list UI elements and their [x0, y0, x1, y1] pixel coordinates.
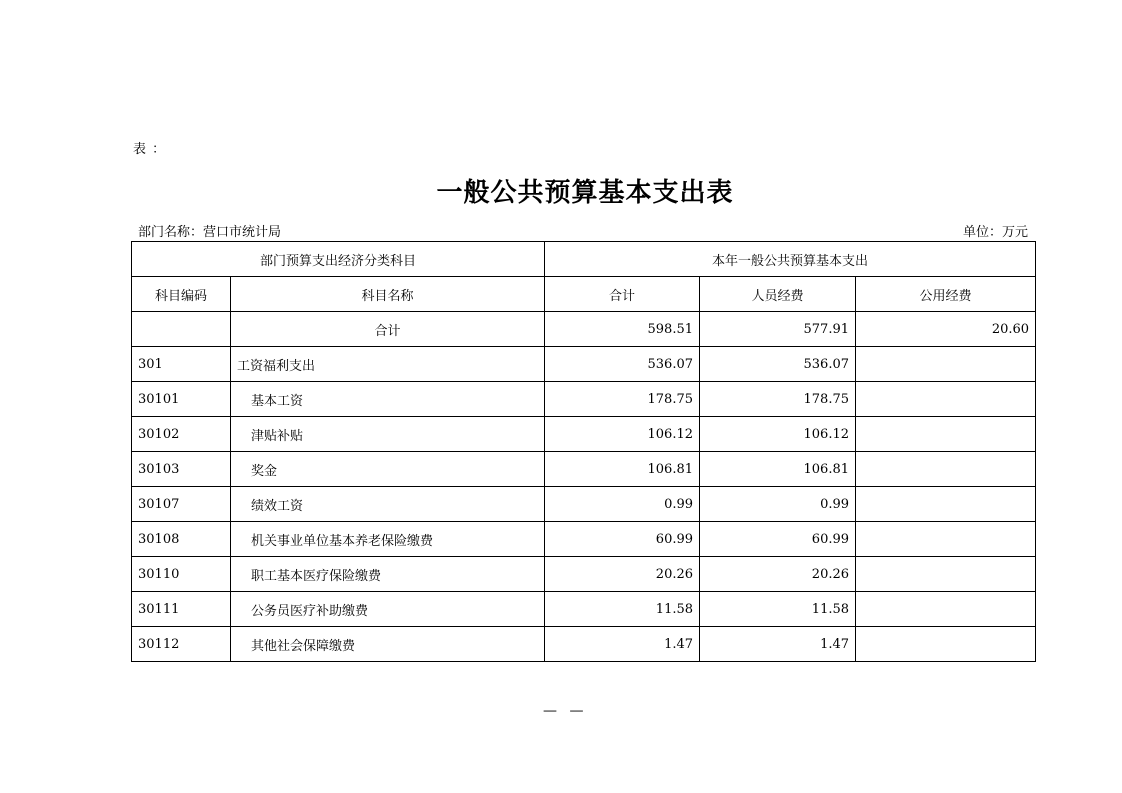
- column-header-personnel: 人员经费: [700, 277, 856, 312]
- public-cell: [856, 557, 1036, 592]
- page-number-marker: — —: [543, 703, 588, 719]
- total-row: [132, 312, 1036, 347]
- total-total-cell: 598.51: [545, 312, 700, 347]
- personnel-cell: 0.99: [700, 487, 856, 522]
- table-row: [132, 487, 1036, 522]
- table-row: [132, 382, 1036, 417]
- name-cell: 基本工资: [231, 382, 545, 417]
- table-row: [132, 347, 1036, 382]
- total-cell: 106.12: [545, 417, 700, 452]
- code-cell: 301: [132, 347, 231, 382]
- table-row: [132, 592, 1036, 627]
- name-cell: 绩效工资: [231, 487, 545, 522]
- public-cell: [856, 522, 1036, 557]
- total-cell: 1.47: [545, 627, 700, 662]
- personnel-cell: 106.81: [700, 452, 856, 487]
- code-cell: 30112: [132, 627, 231, 662]
- total-name-cell: 合计: [231, 312, 545, 347]
- total-cell: 20.26: [545, 557, 700, 592]
- column-header-row: [132, 277, 1036, 312]
- group-header-expenditure: 本年一般公共预算基本支出: [545, 242, 1036, 277]
- total-cell: 106.81: [545, 452, 700, 487]
- personnel-cell: 1.47: [700, 627, 856, 662]
- code-cell: 30103: [132, 452, 231, 487]
- total-code-cell: [132, 312, 231, 347]
- name-cell: 职工基本医疗保险缴费: [231, 557, 545, 592]
- personnel-cell: 536.07: [700, 347, 856, 382]
- name-cell: 公务员医疗补助缴费: [231, 592, 545, 627]
- table-row: [132, 522, 1036, 557]
- personnel-cell: 178.75: [700, 382, 856, 417]
- code-cell: 30107: [132, 487, 231, 522]
- public-cell: [856, 627, 1036, 662]
- personnel-cell: 106.12: [700, 417, 856, 452]
- table-row: [132, 557, 1036, 592]
- total-personnel-cell: 577.91: [700, 312, 856, 347]
- public-cell: [856, 347, 1036, 382]
- public-cell: [856, 417, 1036, 452]
- group-header-row: [132, 242, 1036, 277]
- column-header-public: 公用经费: [856, 277, 1036, 312]
- column-header-code: 科目编码: [132, 277, 231, 312]
- personnel-cell: 20.26: [700, 557, 856, 592]
- table-label: 表 ：: [133, 142, 167, 157]
- name-cell: 其他社会保障缴费: [231, 627, 545, 662]
- total-cell: 0.99: [545, 487, 700, 522]
- personnel-cell: 11.58: [700, 592, 856, 627]
- total-cell: 11.58: [545, 592, 700, 627]
- column-header-total: 合计: [545, 277, 700, 312]
- document-title: 一般公共预算基本支出表: [436, 178, 734, 208]
- public-cell: [856, 382, 1036, 417]
- public-cell: [856, 592, 1036, 627]
- unit-label: 单位：万元: [962, 225, 1028, 240]
- name-cell: 津贴补贴: [231, 417, 545, 452]
- name-cell: 奖金: [231, 452, 545, 487]
- total-public-cell: 20.60: [856, 312, 1036, 347]
- code-cell: 30101: [132, 382, 231, 417]
- name-cell: 机关事业单位基本养老保险缴费: [231, 522, 545, 557]
- public-cell: [856, 452, 1036, 487]
- department-name: 部门名称：营口市统计局: [138, 225, 282, 240]
- total-cell: 178.75: [545, 382, 700, 417]
- name-cell: 工资福利支出: [231, 347, 545, 382]
- code-cell: 30110: [132, 557, 231, 592]
- code-cell: 30108: [132, 522, 231, 557]
- group-header-classification: 部门预算支出经济分类科目: [132, 242, 545, 277]
- table-row: [132, 452, 1036, 487]
- total-cell: 60.99: [545, 522, 700, 557]
- budget-table: [131, 241, 1036, 662]
- code-cell: 30111: [132, 592, 231, 627]
- total-cell: 536.07: [545, 347, 700, 382]
- table-row: [132, 627, 1036, 662]
- personnel-cell: 60.99: [700, 522, 856, 557]
- column-header-name: 科目名称: [231, 277, 545, 312]
- table-row: [132, 417, 1036, 452]
- code-cell: 30102: [132, 417, 231, 452]
- public-cell: [856, 487, 1036, 522]
